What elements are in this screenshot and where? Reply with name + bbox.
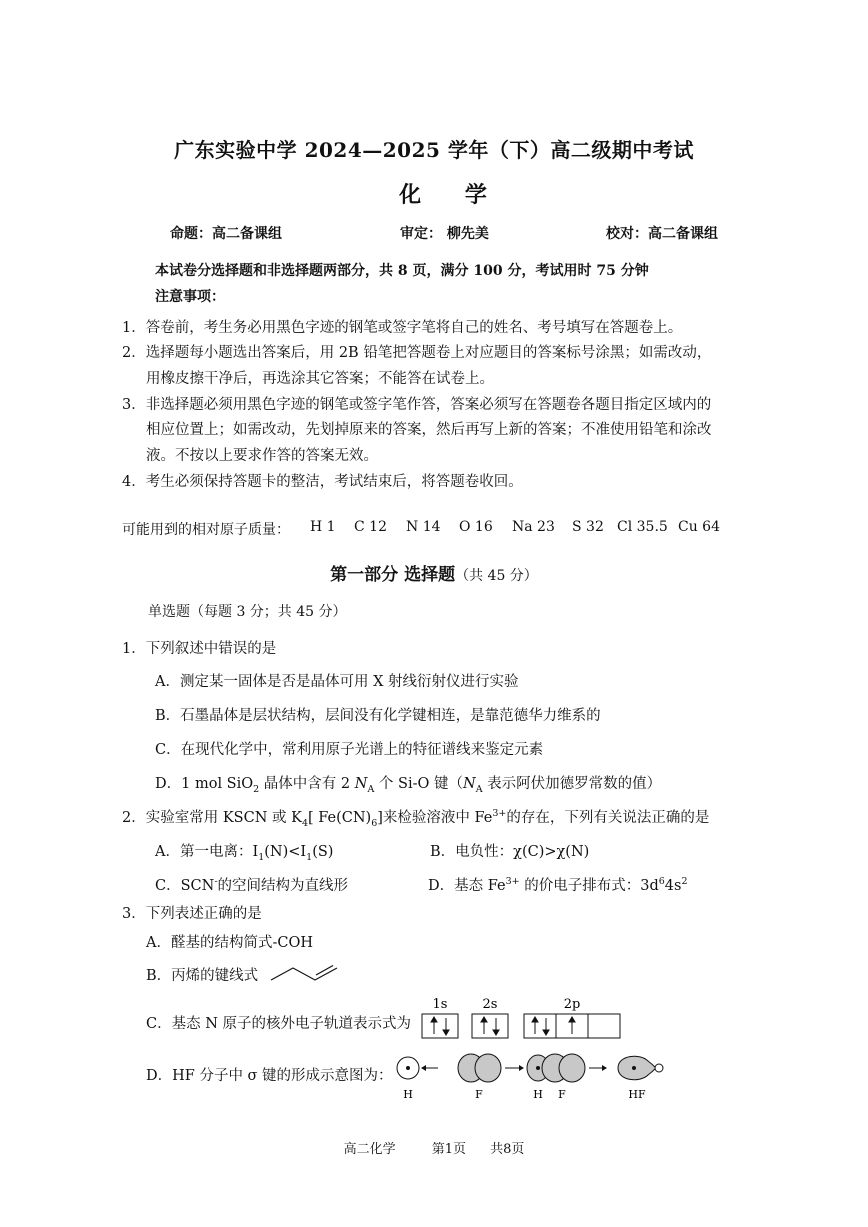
q2-option-b: B．电负性：χ(C)>χ(N) [430, 844, 590, 860]
nitrogen-orbital-diagram [400, 994, 630, 1042]
q2-option-c: C．SCN-的空间结构为直线形 [155, 876, 349, 894]
page-footer [0, 1138, 868, 1157]
atomic-mass-label: 可能用到的相对原子质量： [122, 522, 290, 538]
notice-2-cont: 用橡皮擦干净后，再选涂其它答案；不能答在试卷上。 [146, 371, 494, 387]
notice-3-cont-1: 相应位置上；如需改动，先划掉原来的答案，然后再写上新的答案；不准使用铅笔和涂改 [146, 422, 712, 438]
orbital-label-1s: 1s [432, 997, 448, 1012]
atomic-mass-o: O 16 [459, 519, 493, 535]
q1-option-d: D．1 mol SiO$_2$ 晶体中含有 2 $N_A$ 个 Si-O 键（$N_A$ 表示阿伏加德罗常数的值） [155, 776, 662, 795]
hf-label-hf: HF [628, 1088, 646, 1101]
q1-stem: 1．下列叙述中错误的是 [122, 641, 277, 657]
section-1-instruction: 单选题（每题 3 分；共 45 分） [148, 604, 347, 620]
notice-3-cont-2: 液。不按以上要求作答的答案无效。 [146, 448, 378, 464]
reviewer-line: 审定： 柳先美 [400, 226, 489, 242]
q3-option-c: C．基态 N 原子的核外电子轨道表示式为 [146, 1016, 411, 1032]
atomic-mass-n: N 14 [406, 519, 441, 535]
atomic-mass-cu: Cu 64 [678, 519, 720, 535]
orbital-label-2p: 2p [563, 997, 581, 1012]
hf-label-h: H [403, 1088, 413, 1101]
atomic-mass-c: C 12 [354, 519, 387, 535]
q3-option-d: D．HF 分子中 σ 键的形成示意图为： [146, 1068, 393, 1084]
q3-stem: 3．下列表述正确的是 [122, 906, 262, 922]
atomic-mass-na: Na 23 [512, 519, 555, 535]
intro-line: 本试卷分选择题和非选择题两部分，共 8 页，满分 100 分，考试用时 75 分钟 [155, 263, 649, 279]
q2-option-a: A．第一电离：$I_1(N)<I_1(S)$ [155, 844, 334, 863]
notice-4: 4．考生必须保持答题卡的整洁，考试结束后，将答题卷收回。 [122, 474, 523, 490]
footer-page: 第1页 [431, 1142, 466, 1157]
footer-total: 共8页 [490, 1142, 525, 1157]
q3-option-b: B．丙烯的键线式 [146, 968, 259, 984]
proofreader-line: 校对：高二备课组 [606, 226, 718, 242]
hf-label-f: F [475, 1088, 483, 1101]
q3-option-a: A．醛基的结构简式-COH [146, 935, 313, 951]
author-line: 命题：高二备课组 [170, 226, 282, 242]
notice-2: 2．选择题每小题选出答案后，用 2B 铅笔把答题卷上对应题目的答案标号涂黑；如需改动， [122, 345, 712, 361]
atomic-mass-h: H 1 [310, 519, 336, 535]
q1-option-a: A．测定某一固体是否是晶体可用 X 射线衍射仪进行实验 [155, 674, 519, 690]
hf-sigma-bond-diagram [390, 1052, 670, 1102]
atomic-mass-cl: Cl 35.5 [617, 519, 668, 535]
atomic-mass-s: S 32 [572, 519, 604, 535]
footer-subject: 高二化学 [343, 1142, 396, 1157]
section-1-title [0, 560, 868, 585]
section-1-score: （共 45 分） [455, 568, 538, 584]
hf-label-f2: F [558, 1088, 566, 1101]
q2-stem: 2．实验室常用 KSCN 或 $K_4$[ $Fe(CN)_6$]来检验溶液中 $Fe^{3+}$的存在，下列有关说法正确的是 [122, 808, 710, 829]
q1-option-c: C．在现代化学中，常利用原子光谱上的特征谱线来鉴定元素 [155, 742, 544, 758]
orbital-label-2s: 2s [482, 997, 498, 1012]
section-1-name: 第一部分 选择题 [330, 565, 456, 585]
propene-skeletal-formula [268, 962, 343, 984]
notice-title: 注意事项： [155, 289, 225, 305]
exam-title: 广东实验中学 2024—2025 学年（下）高二级期中考试 [174, 138, 694, 162]
notice-1: 1．答卷前，考生务必用黑色字迹的钢笔或签字笔将自己的姓名、考号填写在答题卷上。 [122, 320, 683, 336]
q1-option-b: B．石墨晶体是层状结构，层间没有化学键相连，是靠范德华力维系的 [155, 708, 601, 724]
notice-3: 3．非选择题必须用黑色字迹的钢笔或签字笔作答，答案必须写在答题卷各题目指定区域内的 [122, 397, 712, 413]
subject-title: 化 学 [399, 182, 505, 208]
hf-label-h2: H [533, 1088, 543, 1101]
q2-option-d: D．基态 $Fe^{3+}$ 的价电子排布式：$3d^64s^2$ [428, 876, 688, 894]
